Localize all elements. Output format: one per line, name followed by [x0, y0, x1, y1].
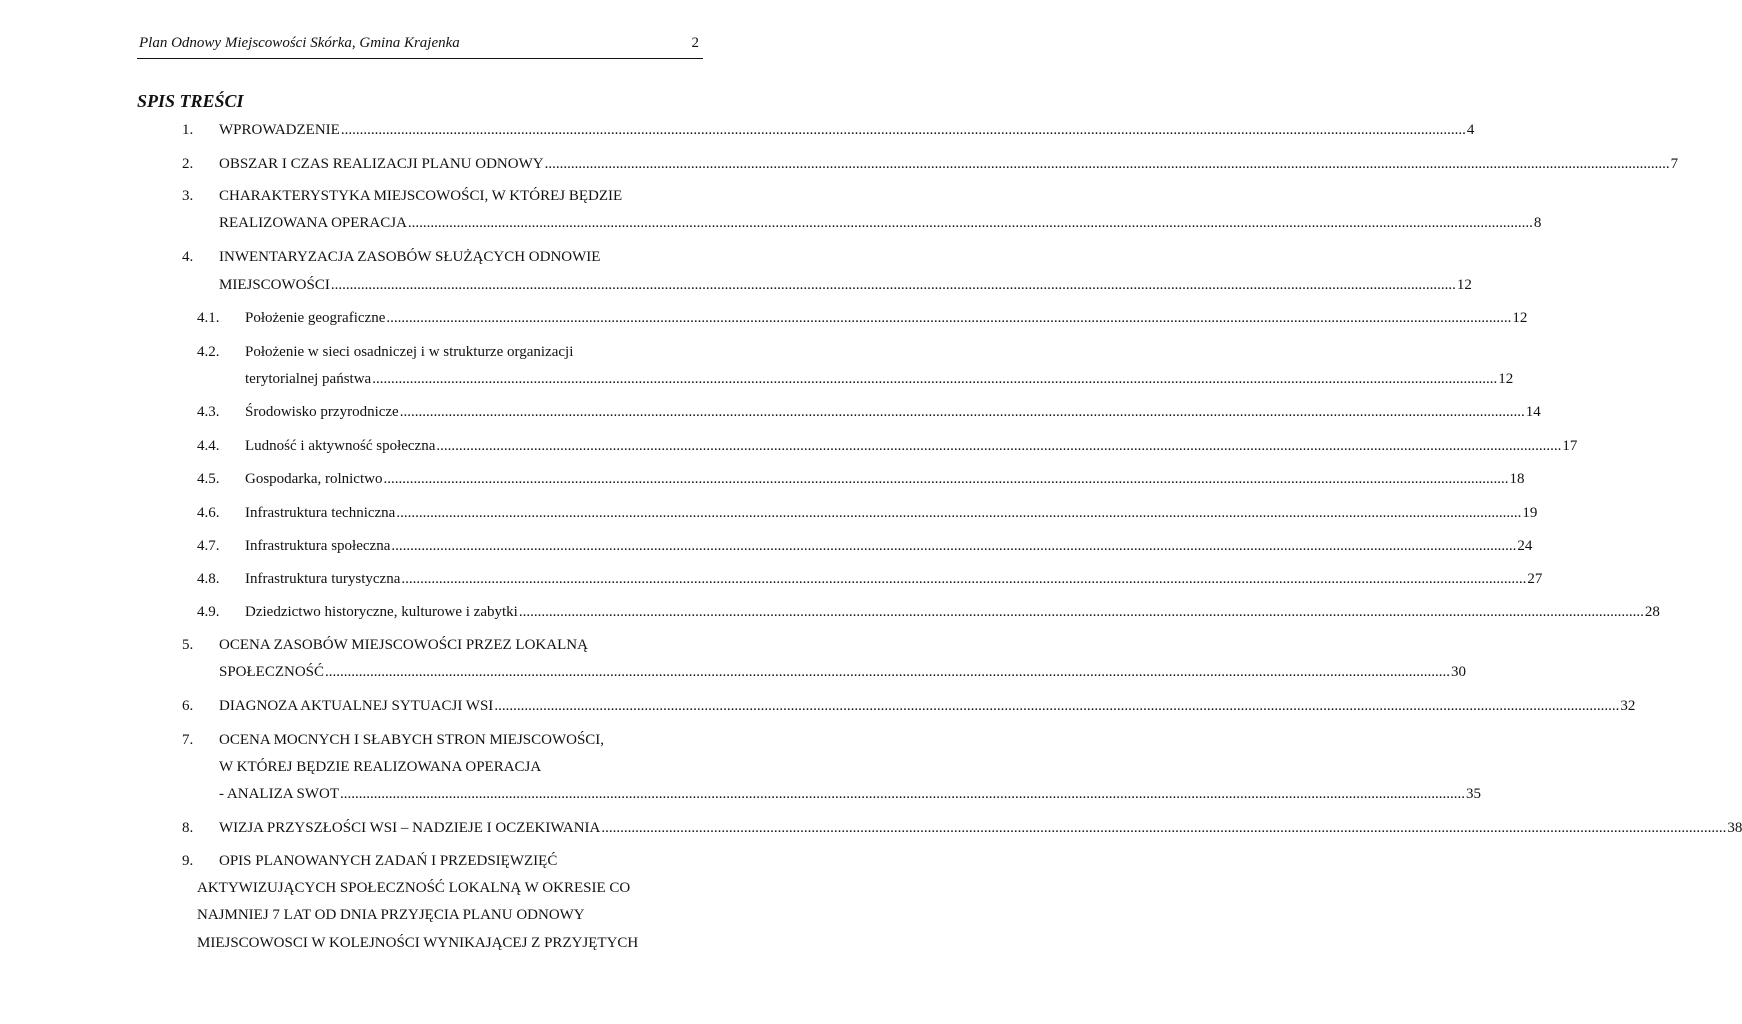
toc-entry-page: 12 [1456, 277, 1472, 293]
toc-entry-title: REALIZOWANA OPERACJA [219, 215, 407, 231]
dot-leader: ............................................................................................................................................................................................................................................................................................................ [544, 156, 1670, 172]
toc-entry-title: Położenie geograficzne [245, 310, 386, 326]
toc-entry-title: Dziedzictwo historyczne, kulturowe i zabytki [245, 604, 518, 620]
toc-entry-title: CHARAKTERYSTYKA MIEJSCOWOŚCI, W KTÓREJ BĘDZIE [219, 188, 623, 204]
toc-entry-link[interactable] [219, 697, 1636, 716]
toc-entry-title: OCENA MOCNYCH I SŁABYCH STRON MIEJSCOWOŚCI, [219, 732, 605, 748]
toc-entry-title: Infrastruktura turystyczna [245, 571, 401, 587]
toc-entry-title: NAJMNIEJ 7 LAT OD DNIA PRZYJĘCIA PLANU ODNOWY [197, 907, 585, 923]
toc-entry-page: 17 [1562, 438, 1578, 454]
toc-entry-title: SPOŁECZNOŚĆ [219, 664, 325, 680]
toc-entry-title: OCENA ZASOBÓW MIEJSCOWOŚCI PRZEZ LOKALNĄ [219, 637, 588, 653]
dot-leader: ............................................................................................................................................................................................................................................................................................................ [340, 122, 1466, 138]
toc-entry-number: 4.8. [197, 571, 220, 587]
toc-entry-page: 19 [1522, 505, 1538, 521]
toc-entry-link[interactable] [245, 403, 1541, 422]
toc-entry-number: 4.2. [197, 344, 220, 360]
toc-entry-title: AKTYWIZUJĄCYCH SPOŁECZNOŚĆ LOKALNĄ W OKRESIE CO [197, 880, 631, 896]
toc-entry-title: terytorialnej państwa [245, 371, 372, 387]
toc-entry-title: WPROWADZENIE [219, 122, 340, 138]
dot-leader: ............................................................................................................................................................................................................................................................................................................ [391, 538, 1517, 554]
dot-leader: ............................................................................................................................................................................................................................................................................................................ [330, 277, 1456, 293]
toc-entry-number: 8. [182, 820, 194, 836]
toc-entry-title: INWENTARYZACJA ZASOBÓW SŁUŻĄCYCH ODNOWIE [219, 249, 601, 265]
toc-entry-link[interactable] [219, 155, 1679, 174]
page-number: 2 [691, 35, 699, 51]
toc-entry-page: 7 [1670, 156, 1679, 172]
toc-entry-link[interactable] [245, 370, 1514, 389]
toc-entry-title: MIEJSCOWOSCI W KOLEJNOŚCI WYNIKAJĄCEJ Z PRZYJĘTYCH [197, 935, 639, 951]
toc-entry-number: 4.5. [197, 471, 220, 487]
toc-entry-number: 2. [182, 156, 194, 172]
toc-entry-link[interactable] [219, 819, 1742, 838]
document-title: Plan Odnowy Miejscowości Skórka, Gmina Krajenka [139, 35, 460, 51]
toc-entry-page: 28 [1644, 604, 1660, 620]
toc-entry-title: - ANALIZA SWOT [219, 786, 339, 802]
toc-entry-title: WIZJA PRZYSZŁOŚCI WSI – NADZIEJE I OCZEKIWANIA [219, 820, 601, 836]
toc-entry-number: 4.1. [197, 310, 220, 326]
toc-entry-title: DIAGNOZA AKTUALNEJ SYTUACJI WSI [219, 698, 494, 714]
toc-entry-link[interactable] [245, 437, 1578, 456]
toc-entry-title: Infrastruktura społeczna [245, 538, 391, 554]
toc-entry-page: 32 [1620, 698, 1636, 714]
toc-entry-link[interactable] [245, 470, 1525, 489]
toc-entry-link[interactable] [219, 214, 1542, 233]
dot-leader: ............................................................................................................................................................................................................................................................................................................ [383, 471, 1509, 487]
toc-entry-link[interactable] [245, 603, 1660, 622]
dot-leader: ............................................................................................................................................................................................................................................................................................................ [396, 505, 1522, 521]
toc-entry-page: 14 [1525, 404, 1541, 420]
toc-entry-link[interactable] [245, 309, 1528, 328]
toc-entry-page: 4 [1466, 122, 1475, 138]
toc-entry-number: 4.4. [197, 438, 220, 454]
dot-leader: ............................................................................................................................................................................................................................................................................................................ [494, 698, 1620, 714]
toc-entry-page: 12 [1512, 310, 1528, 326]
dot-leader: ............................................................................................................................................................................................................................................................................................................ [601, 820, 1727, 836]
toc-entry-number: 9. [182, 853, 194, 869]
toc-entry-title: Gospodarka, rolnictwo [245, 471, 383, 487]
toc-entry-number: 3. [182, 188, 194, 204]
toc-entry-title: MIEJSCOWOŚCI [219, 277, 330, 293]
toc-entry-page: 24 [1517, 538, 1533, 554]
toc-entry-page: 27 [1527, 571, 1543, 587]
toc-entry-title: W KTÓREJ BĘDZIE REALIZOWANA OPERACJA [219, 759, 542, 775]
dot-leader: ............................................................................................................................................................................................................................................................................................................ [401, 571, 1527, 587]
toc-entry-link[interactable] [219, 663, 1467, 682]
dot-leader: ............................................................................................................................................................................................................................................................................................................ [325, 664, 1451, 680]
toc-entry-title: Położenie w sieci osadniczej i w strukturze organizacji [245, 344, 574, 360]
toc-entry-number: 4.9. [197, 604, 220, 620]
toc-entry-title: Infrastruktura techniczna [245, 505, 396, 521]
toc-entry-page: 30 [1451, 664, 1467, 680]
toc-heading: SPIS TREŚCI [137, 91, 244, 111]
toc-entry-number: 5. [182, 637, 194, 653]
toc-entry-link[interactable] [219, 276, 1472, 295]
toc-entry-link[interactable] [219, 785, 1481, 804]
dot-leader: ............................................................................................................................................................................................................................................................................................................ [436, 438, 1562, 454]
toc-entry-number: 4.7. [197, 538, 220, 554]
toc-entry-page: 12 [1498, 371, 1514, 387]
toc-entry-page: 35 [1466, 786, 1481, 802]
toc-entry-page: 8 [1533, 215, 1542, 231]
toc-entry-title: Środowisko przyrodnicze [245, 404, 399, 420]
toc-entry-number: 4.3. [197, 404, 220, 420]
dot-leader: ............................................................................................................................................................................................................................................................................................................ [399, 404, 1525, 420]
toc-entry-number: 1. [182, 122, 194, 138]
dot-leader: ............................................................................................................................................................................................................................................................................................................ [407, 215, 1533, 231]
toc-entry-link[interactable] [245, 537, 1533, 556]
toc-entry-number: 4.6. [197, 505, 220, 521]
dot-leader: ............................................................................................................................................................................................................................................................................................................ [340, 786, 1465, 802]
toc-entry-page: 18 [1509, 471, 1525, 487]
toc-entry-number: 6. [182, 698, 194, 714]
toc-entry-link[interactable] [219, 121, 1475, 140]
toc-entry-page: 38 [1727, 820, 1742, 836]
toc-entry-title: OPIS PLANOWANYCH ZADAŃ I PRZEDSIĘWZIĘĆ [219, 853, 558, 869]
toc-entry-number: 4. [182, 249, 194, 265]
toc-entry-title: Ludność i aktywność społeczna [245, 438, 436, 454]
toc-entry-number: 7. [182, 732, 194, 748]
toc-entry-link[interactable] [245, 570, 1543, 589]
toc-entry-title: OBSZAR I CZAS REALIZACJI PLANU ODNOWY [219, 156, 544, 172]
dot-leader: ............................................................................................................................................................................................................................................................................................................ [386, 310, 1512, 326]
dot-leader: ............................................................................................................................................................................................................................................................................................................ [518, 604, 1644, 620]
dot-leader: ............................................................................................................................................................................................................................................................................................................ [372, 371, 1498, 387]
toc-entry-link[interactable] [245, 504, 1538, 523]
